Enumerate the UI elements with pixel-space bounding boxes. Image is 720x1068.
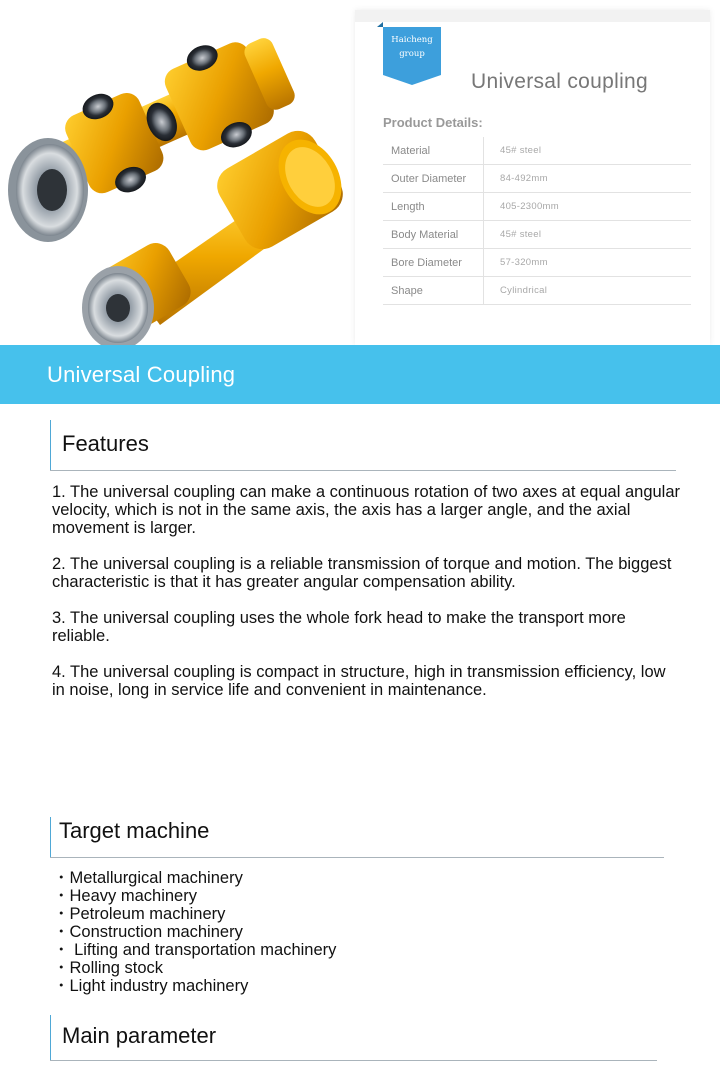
feature-paragraph: 1. The universal coupling can make a continuous rotation of two axes at equal angular velocity, which is not in the same axis, the axis has a larger angle, and the axial movement is larger. <box>52 483 681 537</box>
list-item: ・ Lifting and transportation machinery <box>53 941 337 959</box>
heading-rule <box>50 857 664 858</box>
badge-line-1: Haicheng <box>391 35 433 45</box>
feature-paragraph: 2. The universal coupling is a reliable transmission of torque and motion. The biggest characteristic is that it has greater angular compensation ability. <box>52 555 672 591</box>
spec-value: 405-2300mm <box>484 193 692 221</box>
heading-rule <box>50 470 676 471</box>
spec-value: 84-492mm <box>484 165 692 193</box>
spec-key: Shape <box>383 277 484 305</box>
product-header <box>0 0 720 345</box>
spec-row <box>383 193 691 221</box>
heading-accent-bar <box>50 817 51 857</box>
banner-title: Universal Coupling <box>47 362 236 387</box>
feature-paragraph: 3. The universal coupling uses the whole fork head to make the transport more reliable. <box>52 609 626 645</box>
section-banner <box>0 345 720 404</box>
brand-badge <box>383 27 441 75</box>
spec-key: Length <box>383 193 484 221</box>
list-item: ・Light industry machinery <box>53 977 249 995</box>
spec-row <box>383 221 691 249</box>
spec-key: Body Material <box>383 221 484 249</box>
target-heading: Target machine <box>59 818 210 843</box>
spec-key: Material <box>383 137 484 165</box>
main-parameter-heading-block <box>50 1015 657 1061</box>
spec-key: Outer Diameter <box>383 165 484 193</box>
spec-key: Bore Diameter <box>383 249 484 277</box>
heading-accent-bar <box>50 420 51 470</box>
product-title: Universal coupling <box>471 70 648 93</box>
heading-accent-bar <box>50 1015 51 1060</box>
features-text <box>52 483 682 717</box>
main-parameter-heading: Main parameter <box>62 1023 217 1048</box>
spec-value: 57-320mm <box>484 249 692 277</box>
spec-row <box>383 249 691 277</box>
universal-coupling-image <box>0 25 360 345</box>
target-heading-block <box>50 817 664 859</box>
spec-value: 45# steel <box>484 137 692 165</box>
heading-rule <box>50 1060 657 1061</box>
feature-paragraph: 4. The universal coupling is compact in structure, high in transmission efficiency, low in noise, long in service life and convenient in maintenance. <box>52 663 666 699</box>
list-item: ・Metallurgical machinery <box>53 869 243 887</box>
features-heading-block <box>50 420 676 471</box>
list-item: ・Rolling stock <box>53 959 164 977</box>
spec-row <box>383 137 691 165</box>
target-machine-list <box>53 869 553 995</box>
list-item: ・Heavy machinery <box>53 887 197 905</box>
spec-value: 45# steel <box>484 221 692 249</box>
product-details-card <box>355 10 710 345</box>
spec-value: Cylindrical <box>484 277 692 305</box>
spec-row <box>383 165 691 193</box>
spec-row <box>383 277 691 305</box>
badge-line-2: group <box>399 49 425 59</box>
list-item: ・Petroleum machinery <box>53 905 226 923</box>
product-details-heading: Product Details: <box>383 115 483 130</box>
list-item: ・Construction machinery <box>53 923 243 941</box>
spec-table <box>383 137 691 305</box>
features-heading: Features <box>62 431 149 456</box>
